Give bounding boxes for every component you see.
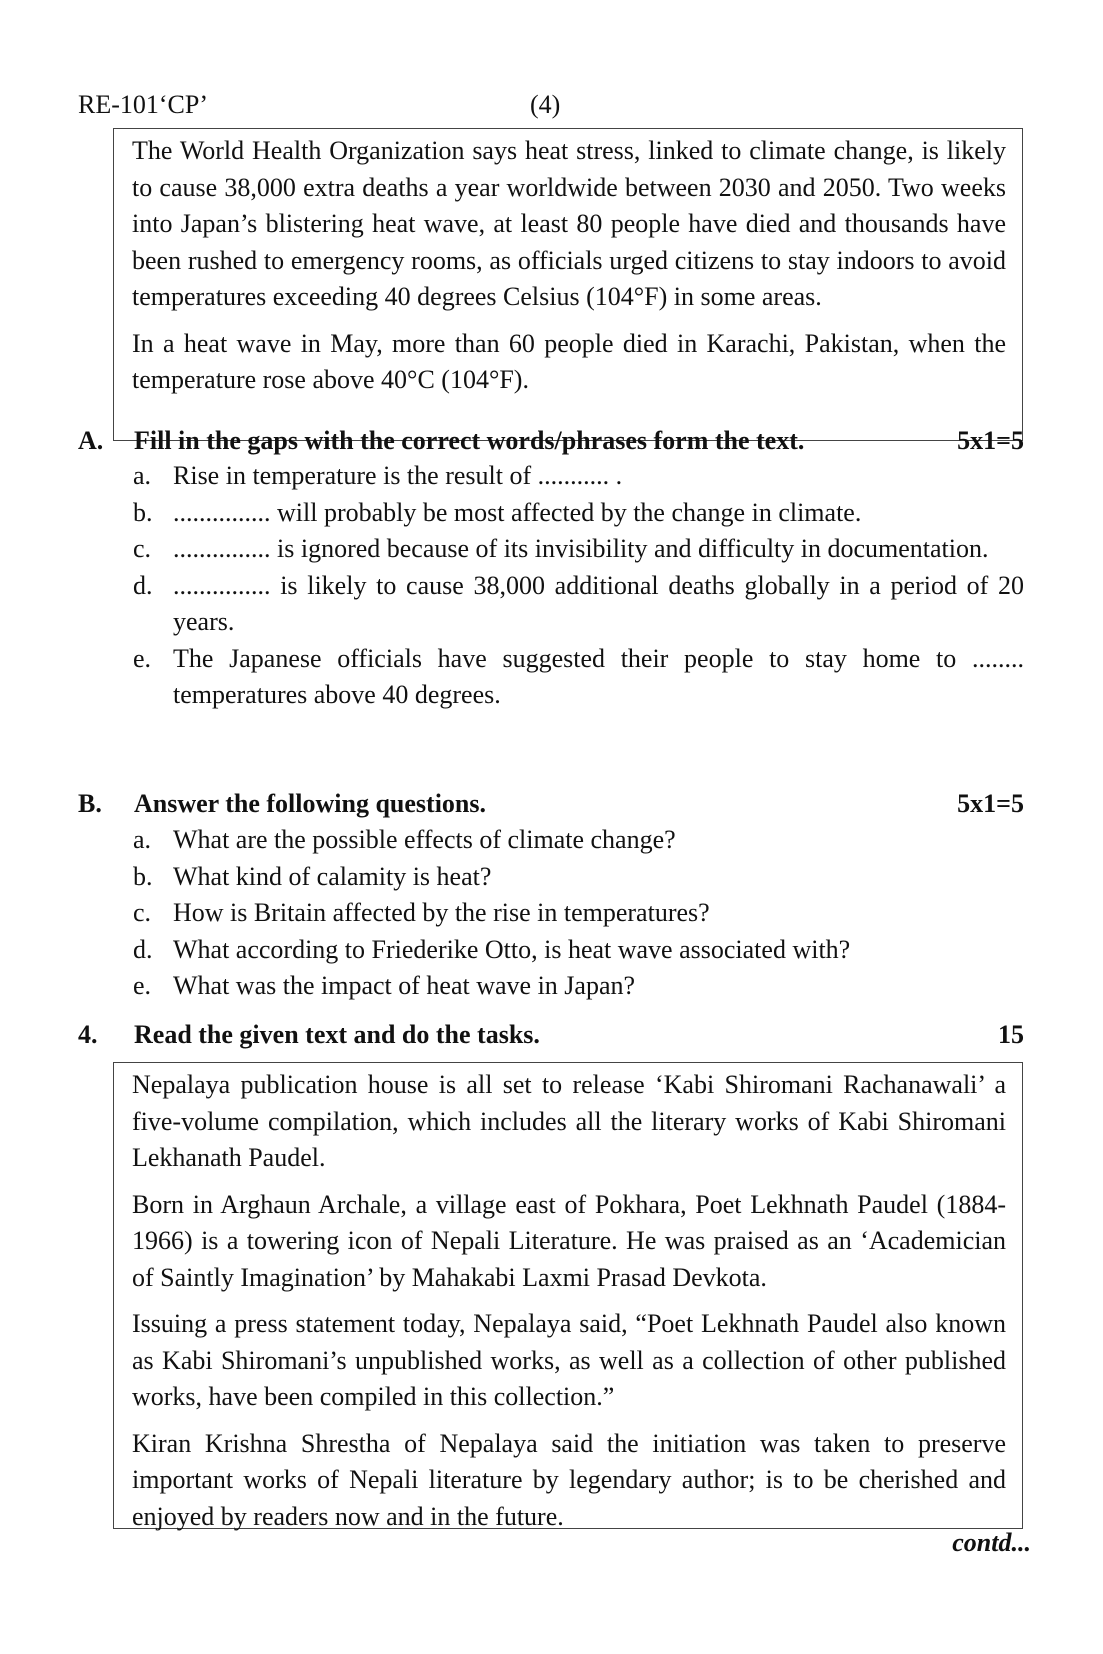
passage-paragraph: Kiran Krishna Shrestha of Nepalaya said the initiation was taken to preserve important works of Nepali literature by legendary author; is to be cherished and enjoyed by readers now and in the future. [132,1428,1006,1531]
item-text: The Japanese officials have suggested their people to stay home to ........ temperatures above 40 degrees. [173,643,1024,709]
passage-paragraph: Nepalaya publication house is all set to release ‘Kabi Shiromani Rachanawali’ a five-volume compilation, which includes all the literary works of Kabi Shiromani Lekhanath Paudel. [132,1070,1006,1172]
section-label: B. [78,789,102,818]
question-title: Read the given text and do the tasks. [134,1020,540,1049]
item-label: b. [133,861,153,891]
section-a-items [133,458,1024,714]
list-item [133,531,1024,568]
section-title: Answer the following questions. [134,789,487,818]
item-label: d. [133,934,153,964]
section-b-items [133,822,1024,1005]
list-item [133,641,1024,714]
section-marks: 5x1=5 [957,426,1024,455]
reading-passage-1 [113,128,1023,441]
item-text: Rise in temperature is the result of ........... . [173,461,623,490]
item-label: c. [133,898,152,927]
paper-code: RE-101‘CP’ [78,90,208,119]
item-text: ............... is ignored because of its invisibility and difficulty in documentation. [173,534,989,563]
list-item [133,495,1024,532]
item-label: d. [133,570,153,600]
list-item [133,968,1024,1005]
passage-paragraph: The World Health Organization says heat stress, linked to climate change, is likely to cause 38,000 extra deaths a year worldwide between 2030 and 2050. Two weeks into Japan’s blistering heat wave, at least 80 people have died and thousands have been rushed to emergency rooms, as officials urged citizens to stay indoors to avoid temperatures exceeding 40 degrees Celsius (104°F) in some areas. [132,136,1006,311]
section-title: Fill in the gaps with the correct words/phrases form the text. [134,426,805,455]
list-item [133,859,1024,896]
item-label: e. [133,971,152,1000]
question-number: 4. [78,1020,98,1049]
list-item [133,895,1024,932]
item-text: What kind of calamity is heat? [173,861,492,891]
item-label: b. [133,497,153,527]
passage-paragraph: In a heat wave in May, more than 60 people died in Karachi, Pakistan, when the temperature rose above 40°C (104°F). [132,328,1006,394]
reading-passage-2 [113,1062,1023,1529]
section-label: A. [78,426,104,455]
item-label: c. [133,534,152,563]
list-item [133,932,1024,969]
item-text: How is Britain affected by the rise in temperatures? [173,898,710,927]
item-text: What according to Friederike Otto, is heat wave associated with? [173,934,851,964]
item-text: ............... is likely to cause 38,000 additional deaths globally in a period of 20 years. [173,570,1024,636]
passage-paragraph: Born in Arghaun Archale, a village east of Pokhara, Poet Lekhnath Paudel (1884-1966) is a towering icon of Nepali Literature. He was praised as an ‘Academician of Saintly Imagination’ by Mahakabi Laxmi Prasad Devkota. [132,1189,1006,1292]
item-text: ............... will probably be most affected by the change in climate. [173,497,862,527]
section-marks: 5x1=5 [957,789,1024,818]
item-label: a. [133,461,152,490]
question-marks: 15 [998,1020,1024,1049]
item-text: What are the possible effects of climate change? [173,825,676,854]
item-text: What was the impact of heat wave in Japan? [173,971,636,1000]
passage-paragraph: Issuing a press statement today, Nepalaya said, “Poet Lekhnath Paudel also known as Kabi Shiromani’s unpublished works, as well as a collection of other published works, have been compiled in this collection.” [132,1309,1006,1411]
item-label: e. [133,643,152,673]
page-number: (4) [530,90,561,119]
item-label: a. [133,825,152,854]
list-item [133,458,1024,495]
continued-note: contd... [952,1528,1031,1557]
list-item [133,568,1024,641]
list-item [133,822,1024,859]
